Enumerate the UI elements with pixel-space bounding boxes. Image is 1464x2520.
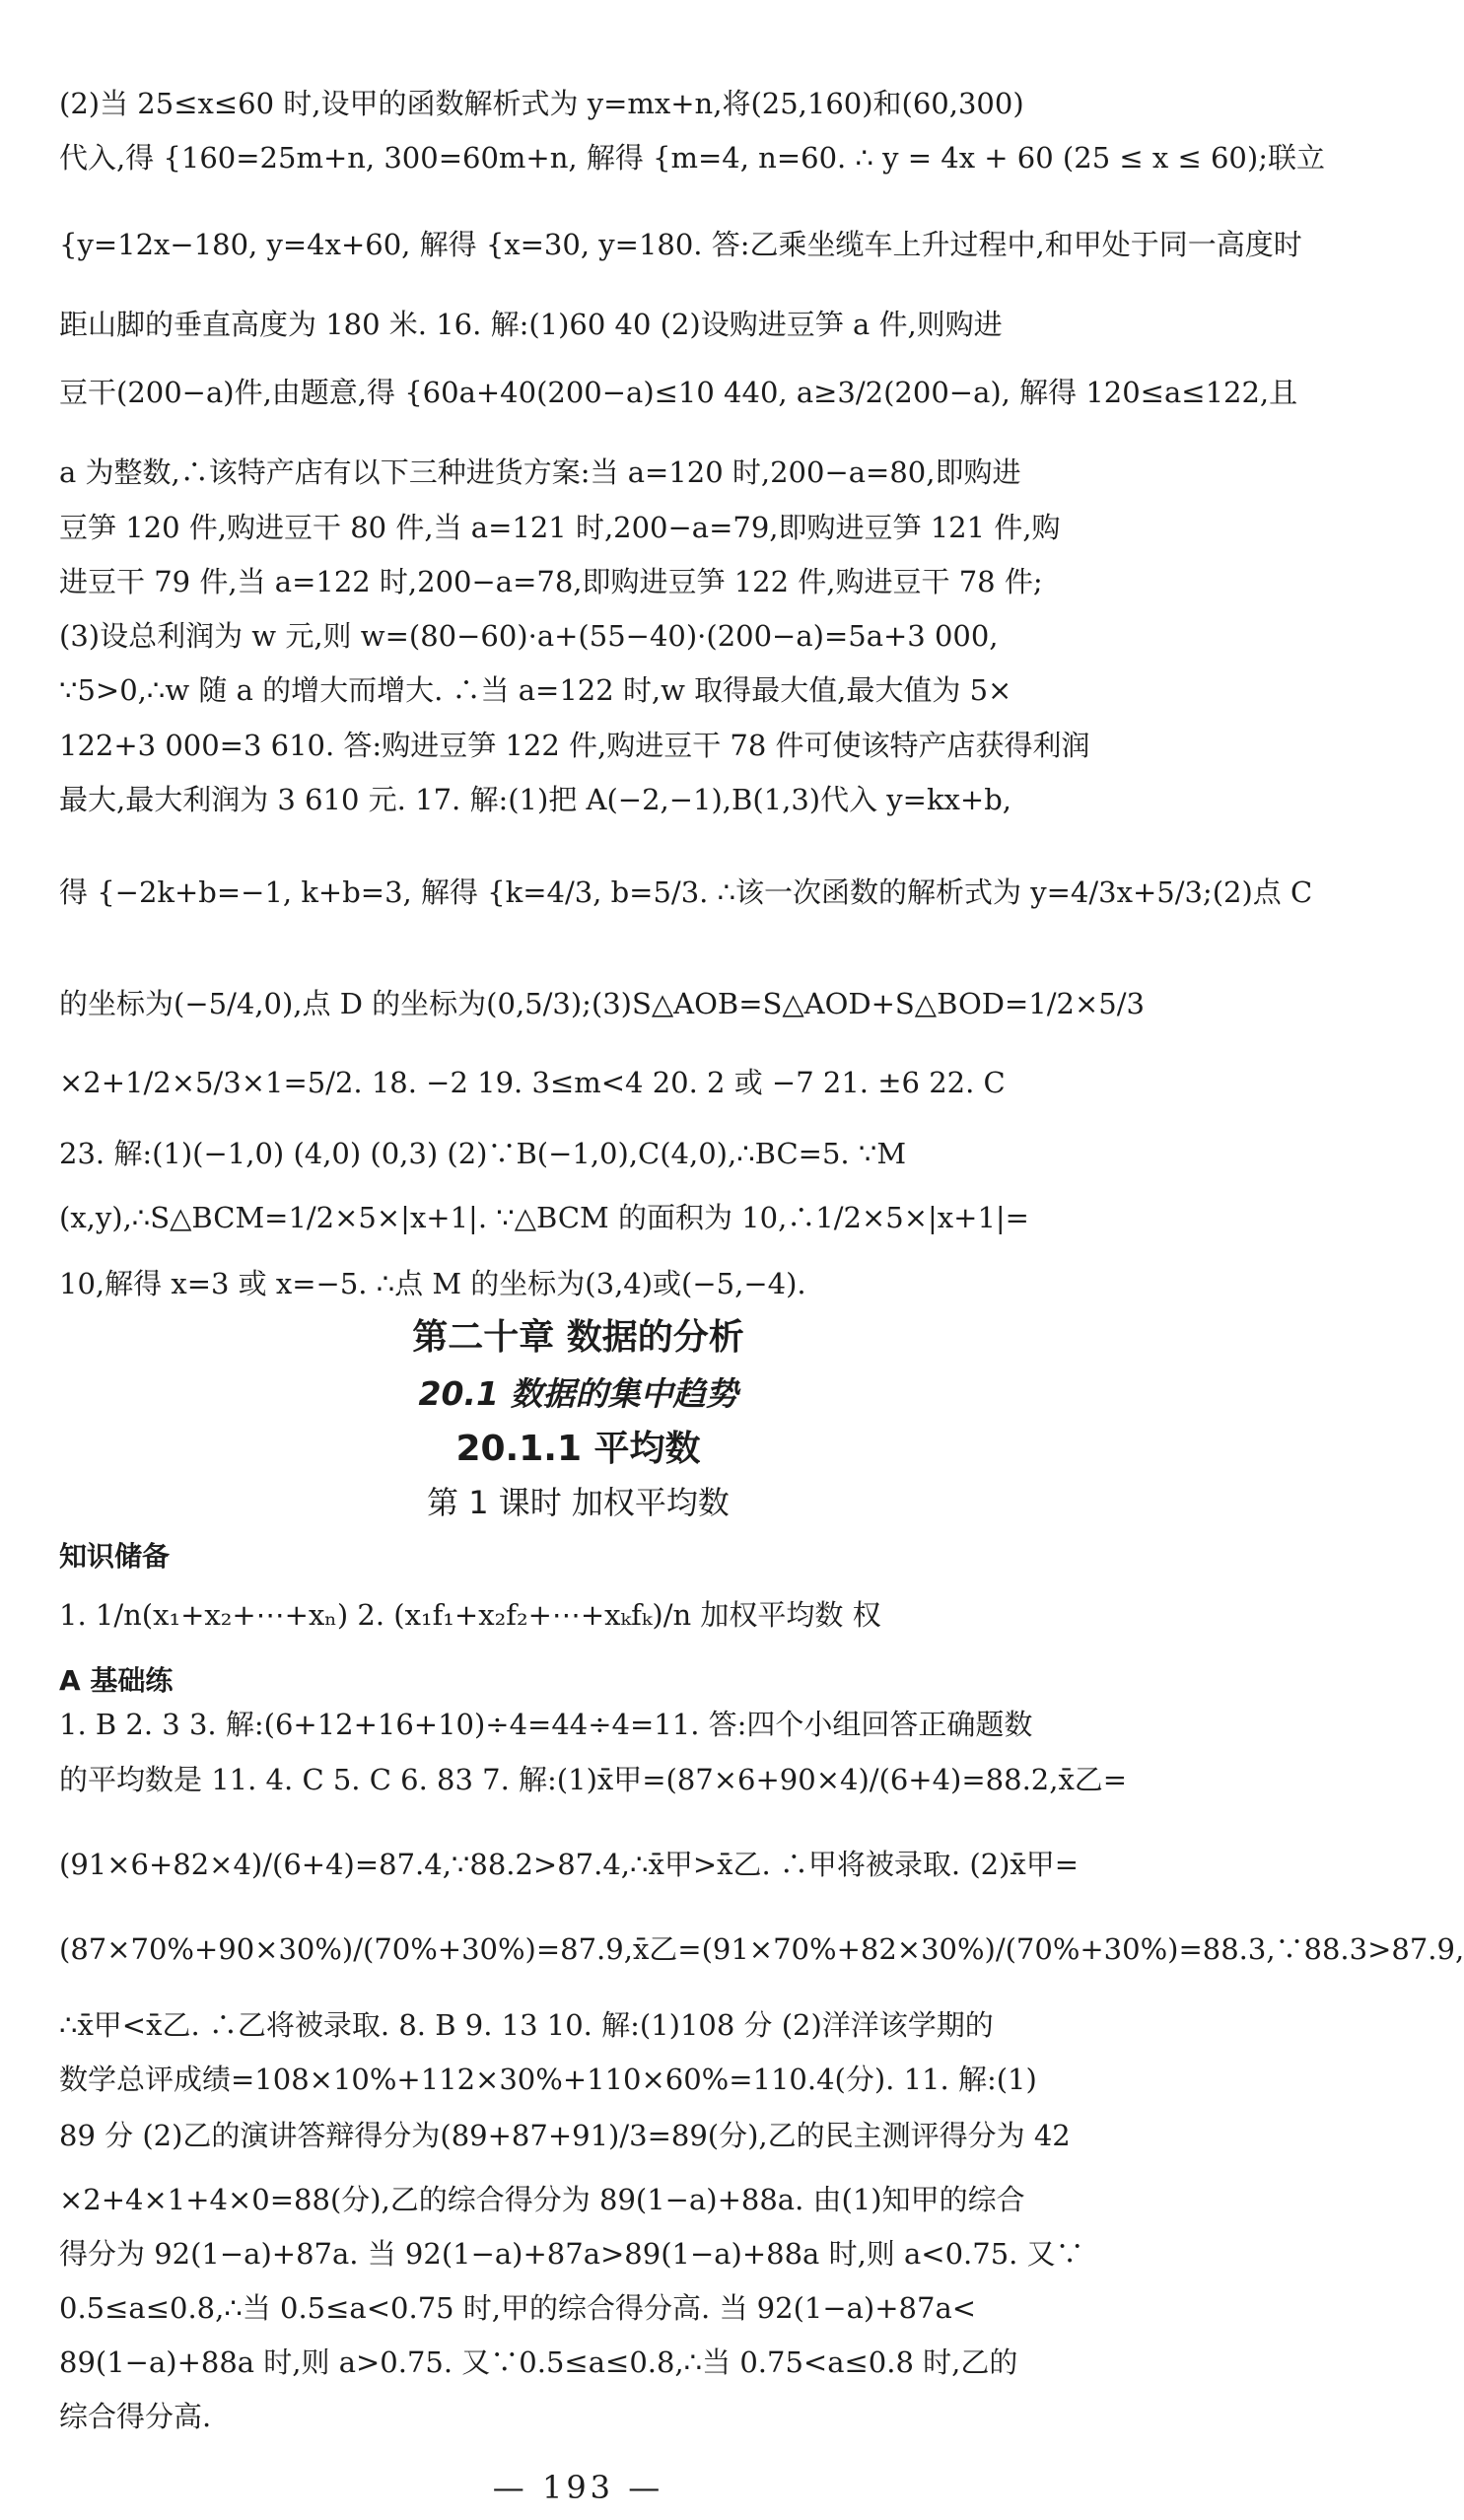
- text-line: 距山脚的垂直高度为 180 米. 16. 解:(1)60 40 (2)设购进豆笋 a 件,则购进: [59, 308, 1003, 341]
- section-heading: 知识储备: [59, 1540, 171, 1573]
- text-line: 1. 1/n(x₁+x₂+⋯+xₙ) 2. (x₁f₁+x₂f₂+⋯+xₖfₖ)/n 加权平均数 权: [59, 1598, 881, 1632]
- text-line: 23. 解:(1)(−1,0) (4,0) (0,3) (2)∵B(−1,0),C(4,0),∴BC=5. ∵M: [59, 1137, 907, 1170]
- text-line: 得分为 92(1−a)+87a. 当 92(1−a)+87a>89(1−a)+88a 时,则 a<0.75. 又∵: [59, 2237, 1084, 2271]
- text-line: 进豆干 79 件,当 a=122 时,200−a=78,即购进豆笋 122 件,购进豆干 78 件;: [59, 565, 1043, 598]
- page-number: — 193 —: [492, 2469, 664, 2506]
- lesson-title: 第 1 课时 加权平均数: [427, 1484, 730, 1521]
- text-line: a 为整数,∴该特产店有以下三种进货方案:当 a=120 时,200−a=80,即购进: [59, 455, 1021, 489]
- text-line: ∴x̄甲<x̄乙. ∴乙将被录取. 8. B 9. 13 10. 解:(1)108 分 (2)洋洋该学期的: [59, 2008, 994, 2042]
- text-line: 的坐标为(−5/4,0),点 D 的坐标为(0,5/3);(3)S△AOB=S△AOD+S△BOD=1/2×5/3: [59, 987, 1145, 1020]
- text-line: (87×70%+90×30%)/(70%+30%)=87.9,x̄乙=(91×70%+82×30%)/(70%+30%)=88.3,∵88.3>87.9,: [59, 1932, 1464, 1966]
- text-line: ×2+4×1+4×0=88(分),乙的综合得分为 89(1−a)+88a. 由(1)知甲的综合: [59, 2183, 1025, 2216]
- section-title: 20.1 数据的集中趋势: [418, 1374, 738, 1413]
- text-line: 89(1−a)+88a 时,则 a>0.75. 又∵0.5≤a≤0.8,∴当 0.75<a≤0.8 时,乙的: [59, 2345, 1018, 2379]
- text-line: {y=12x−180, y=4x+60, 解得 {x=30, y=180. 答:乙乘坐缆车上升过程中,和甲处于同一高度时: [59, 228, 1302, 261]
- text-line: ∵5>0,∴w 随 a 的增大而增大. ∴当 a=122 时,w 取得最大值,最大值为 5×: [59, 673, 1012, 707]
- text-line: (91×6+82×4)/(6+4)=87.4,∵88.2>87.4,∴x̄甲>x̄乙. ∴甲将被录取. (2)x̄甲=: [59, 1848, 1080, 1881]
- text-line: 代入,得 {160=25m+n, 300=60m+n, 解得 {m=4, n=60. ∴ y = 4x + 60 (25 ≤ x ≤ 60);联立: [59, 141, 1325, 175]
- section-heading: A 基础练: [59, 1664, 174, 1697]
- text-line: (3)设总利润为 w 元,则 w=(80−60)·a+(55−40)·(200−a)=5a+3 000,: [59, 619, 999, 653]
- text-line: 89 分 (2)乙的演讲答辩得分为(89+87+91)/3=89(分),乙的民主测评得分为 42: [59, 2119, 1071, 2152]
- chapter-title: 第二十章 数据的分析: [412, 1317, 744, 1358]
- text-line: 数学总评成绩=108×10%+112×30%+110×60%=110.4(分). 11. 解:(1): [59, 2063, 1037, 2096]
- text-line: 122+3 000=3 610. 答:购进豆笋 122 件,购进豆干 78 件可使该特产店获得利润: [59, 729, 1090, 762]
- text-line: 最大,最大利润为 3 610 元. 17. 解:(1)把 A(−2,−1),B(1,3)代入 y=kx+b,: [59, 783, 1011, 816]
- text-line: 0.5≤a≤0.8,∴当 0.5≤a<0.75 时,甲的综合得分高. 当 92(1−a)+87a<: [59, 2291, 977, 2325]
- text-line: (2)当 25≤x≤60 时,设甲的函数解析式为 y=mx+n,将(25,160)和(60,300): [59, 87, 1024, 120]
- text-line: 得 {−2k+b=−1, k+b=3, 解得 {k=4/3, b=5/3. ∴该一次函数的解析式为 y=4/3x+5/3;(2)点 C: [59, 875, 1313, 909]
- subsection-title: 20.1.1 平均数: [455, 1429, 701, 1469]
- text-line: 1. B 2. 3 3. 解:(6+12+16+10)÷4=44÷4=11. 答:四个小组回答正确题数: [59, 1708, 1033, 1741]
- text-line: 的平均数是 11. 4. C 5. C 6. 83 7. 解:(1)x̄甲=(87×6+90×4)/(6+4)=88.2,x̄乙=: [59, 1763, 1128, 1796]
- text-line: ×2+1/2×5/3×1=5/2. 18. −2 19. 3≤m<4 20. 2 或 −7 21. ±6 22. C: [59, 1066, 1006, 1099]
- text-line: 豆干(200−a)件,由题意,得 {60a+40(200−a)≤10 440, a≥3/2(200−a), 解得 120≤a≤122,且: [59, 376, 1298, 409]
- text-line: 综合得分高.: [59, 2400, 212, 2433]
- text-line: (x,y),∴S△BCM=1/2×5×|x+1|. ∵△BCM 的面积为 10,∴1/2×5×|x+1|=: [59, 1201, 1029, 1234]
- text-line: 豆笋 120 件,购进豆干 80 件,当 a=121 时,200−a=79,即购进豆笋 121 件,购: [59, 511, 1061, 544]
- text-line: 10,解得 x=3 或 x=−5. ∴点 M 的坐标为(3,4)或(−5,−4).: [59, 1267, 806, 1300]
